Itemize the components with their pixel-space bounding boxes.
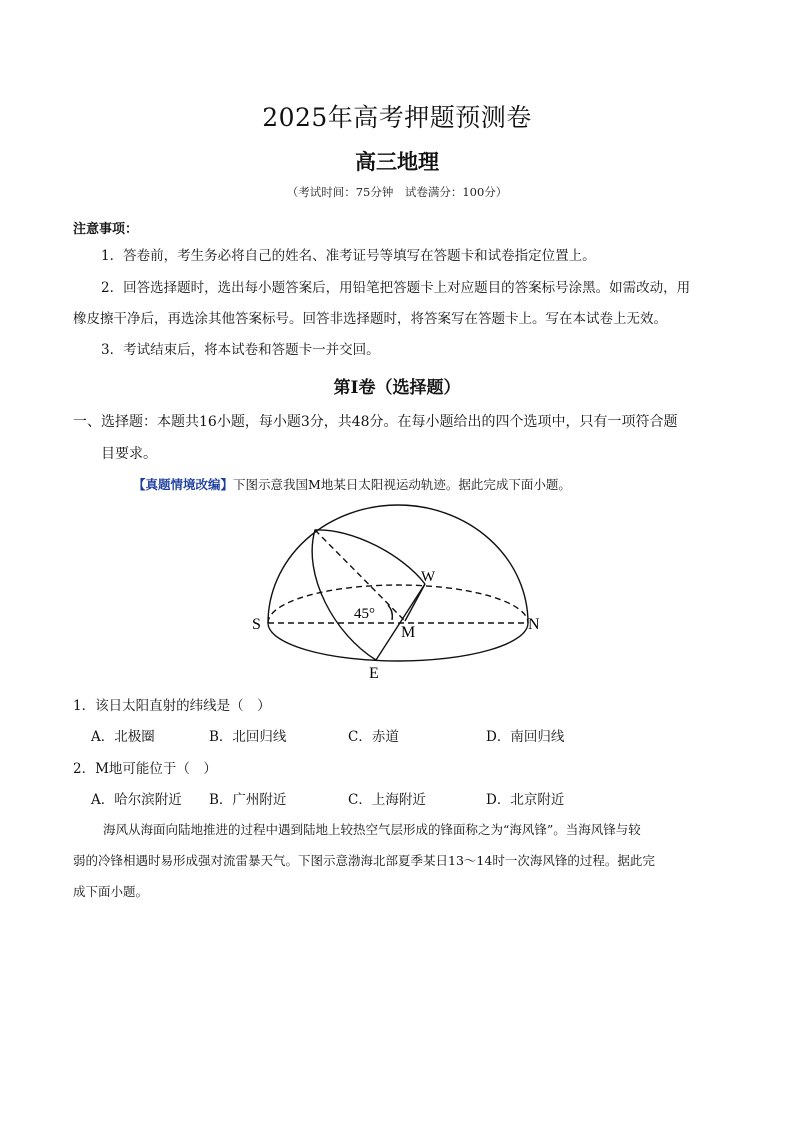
context-intro: [133, 475, 571, 495]
notice-item: 2．回答选择题时，选出每小题答案后，用铅笔把答题卡上对应题目的答案标号涂黑。如需改动，用: [101, 280, 691, 296]
west-m-line: [405, 584, 425, 621]
notice-heading: 注意事项：: [73, 222, 139, 237]
question-2-option-d[interactable]: D．北京附近: [486, 792, 565, 808]
question-2-stem: 2．M地可能位于（ ）: [73, 761, 217, 777]
question-2-option-b[interactable]: B．广州附近: [209, 792, 287, 808]
context-2-line: 成下面小题。: [73, 884, 149, 899]
section-heading: 第Ⅰ卷（选择题）: [333, 378, 461, 398]
notice-item: 橡皮擦干净后，再选涂其他答案标号。回答非选择题时，将答案写在答题卡上。写在本试卷上无效。: [73, 311, 667, 327]
east-west-line: [376, 584, 425, 660]
label-angle: 45°: [354, 606, 375, 622]
exam-title: 2025年高考押题预测卷: [262, 103, 532, 132]
notice-item: 3．考试结束后，将本试卷和答题卡一并交回。: [101, 342, 380, 358]
question-1-option-b[interactable]: B．北回归线: [209, 729, 287, 745]
label-w: W: [421, 569, 436, 585]
label-n: N: [528, 616, 540, 633]
exam-subject: 高三地理: [355, 149, 439, 174]
question-1-stem: 1．该日太阳直射的纬线是（ ）: [73, 698, 271, 714]
section-instructions: 目要求。: [101, 446, 157, 462]
context-text: 下图示意我国M地某日太阳视运动轨迹。据此完成下面小题。: [233, 477, 571, 492]
question-1-option-d[interactable]: D．南回归线: [486, 729, 565, 745]
exam-info: （考试时间：75分钟 试卷满分：100分）: [286, 185, 508, 199]
question-1-option-c[interactable]: C．赤道: [348, 729, 399, 745]
label-e: E: [369, 665, 379, 682]
notice-item: 1．答卷前，考生务必将自己的姓名、准考证号等填写在答题卡和试卷指定位置上。: [101, 248, 596, 264]
section-instructions: 一、选择题：本题共16小题，每小题3分，共48分。在每小题给出的四个选项中，只有一项符合题: [73, 414, 678, 430]
hemisphere-arc: [268, 505, 528, 623]
question-2-option-c[interactable]: C．上海附近: [348, 792, 426, 808]
horizon-back: [268, 585, 528, 623]
sun-path-diagram: [240, 500, 560, 685]
context-tag: 【真题情境改编】: [133, 477, 234, 492]
question-2-option-a[interactable]: A．哈尔滨附近: [91, 792, 182, 808]
context-2-line: 弱的冷锋相遇时易形成强对流雷暴天气。下图示意渤海北部夏季某日13～14时一次海风锋的过程。据此完: [73, 853, 655, 868]
angle-arc: [388, 605, 392, 620]
label-m: M: [401, 624, 416, 641]
question-1-option-a[interactable]: A．北极圈: [91, 729, 155, 745]
horizon-front: [268, 623, 528, 661]
label-s: S: [252, 616, 261, 633]
context-2-line: 海风从海面向陆地推进的过程中遇到陆地上较热空气层形成的锋面称之为“海风锋”。当海风锋与较: [103, 822, 641, 837]
